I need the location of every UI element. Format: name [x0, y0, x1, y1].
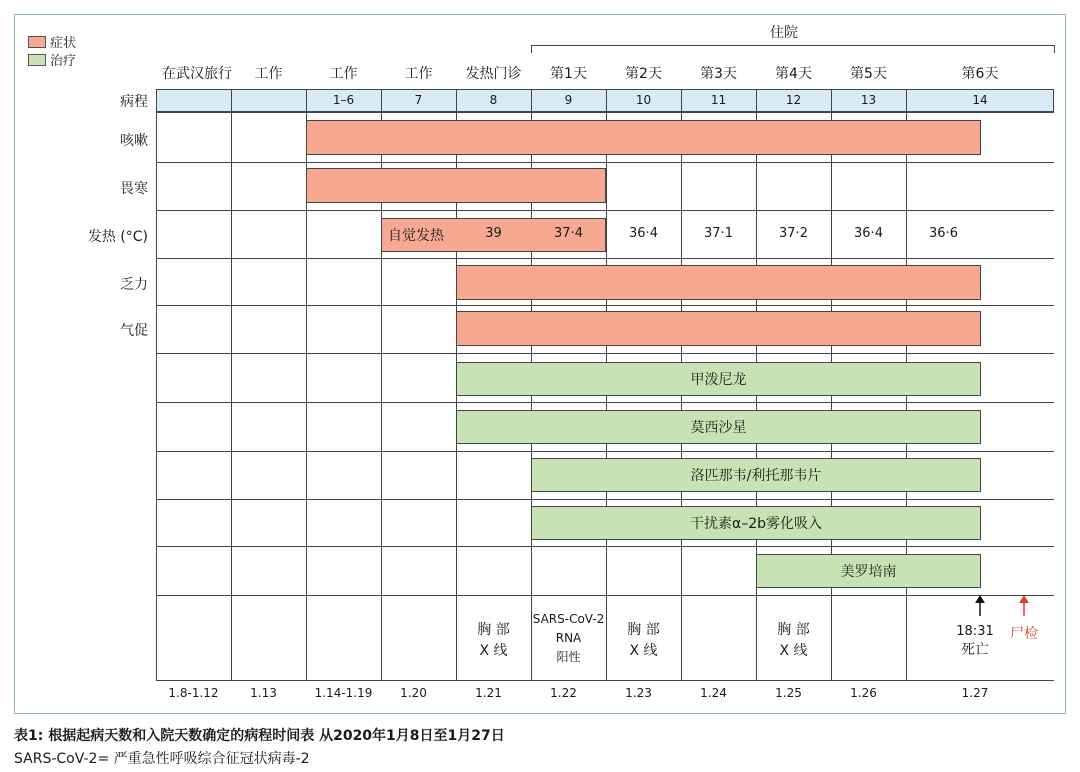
day-number-10: 14: [972, 93, 988, 107]
day-number-5: 9: [564, 93, 573, 107]
date-4: 1.21: [475, 686, 502, 700]
hospital-bracket: [531, 45, 1055, 46]
event-death-label: 死亡: [961, 642, 989, 658]
grid-vline-0: [156, 89, 157, 680]
col-header-6: 第2天: [625, 66, 662, 82]
grid-hline-0: [156, 112, 1054, 113]
legend-treatment: [28, 50, 76, 69]
day-number-7: 11: [710, 93, 727, 107]
grid-hline-9: [156, 546, 1054, 547]
grid-vline-1: [231, 89, 232, 680]
event-rna-line3: 阳性: [556, 650, 581, 664]
event-chest-xray-day12: [756, 620, 831, 662]
col-header-9: 第5天: [850, 66, 887, 82]
grid-hline-7: [156, 451, 1054, 452]
event-xray2-line1: 胸 部: [627, 622, 660, 638]
grid-hline-5: [156, 353, 1054, 354]
temp-day-11: 37·1: [704, 226, 733, 241]
hospital-bracket-right: [1054, 45, 1055, 53]
treatment-label-0: 甲泼尼龙: [690, 372, 747, 388]
grid-hline-8: [156, 499, 1054, 500]
col-header-0: 在武汉旅行: [162, 66, 232, 82]
event-death-time: 18:31: [956, 624, 994, 639]
row-label-cough: 咳嗽: [120, 133, 148, 149]
date-3: 1.20: [400, 686, 427, 700]
temp-day-14: 36·6: [929, 226, 958, 241]
event-xray3-line2: X 线: [779, 643, 808, 659]
row-label-fever: 发热 (°C): [87, 229, 148, 245]
event-rna-line2: RNA: [555, 631, 582, 645]
death-arrow-icon: [970, 594, 990, 618]
legend-treatment-label: 治疗: [50, 54, 77, 69]
event-autopsy: 尸检: [1010, 626, 1038, 642]
bar-chills: [306, 168, 606, 203]
day-number-8: 12: [785, 93, 802, 107]
bar-lopinavir-ritonavir: [531, 458, 981, 492]
treatment-label-2: 洛匹那韦/利托那韦片: [690, 468, 822, 484]
treatment-label-4: 美罗培南: [840, 564, 897, 580]
day-number-4: 8: [489, 93, 498, 107]
event-xray1-line1: 胸 部: [477, 622, 510, 638]
legend-symptom-swatch: [28, 36, 46, 48]
caption-note: SARS-CoV-2= 严重急性呼吸综合征冠状病毒-2: [14, 751, 310, 767]
date-8: 1.25: [775, 686, 802, 700]
grid-hline-11: [156, 680, 1054, 681]
row-label-dyspnea: 气促: [120, 323, 148, 339]
day-number-9: 13: [860, 93, 877, 107]
grid-hline-1: [156, 162, 1054, 163]
autopsy-arrow-icon: [1014, 594, 1034, 618]
event-rna-positive: [531, 610, 606, 667]
caption-title: 表1: 根据起病天数和入院天数确定的病程时间表 从2020年1月8日至1月27日: [14, 728, 505, 744]
temp-day-12: 37·2: [779, 226, 808, 241]
hospital-label: 住院: [770, 25, 798, 41]
hospital-bracket-left: [531, 45, 532, 53]
legend-symptom: [28, 32, 76, 51]
date-0: 1.8-1.12: [168, 686, 219, 700]
grid-hline-2: [156, 210, 1054, 211]
date-9: 1.26: [850, 686, 877, 700]
col-header-5: 第1天: [550, 66, 587, 82]
date-5: 1.22: [550, 686, 577, 700]
col-header-3: 工作: [404, 66, 433, 82]
col-header-4: 发热门诊: [465, 66, 522, 82]
col-header-1: 工作: [254, 66, 283, 82]
grid-hline-6: [156, 402, 1054, 403]
date-7: 1.24: [700, 686, 727, 700]
event-chest-xray-day8: [456, 620, 531, 662]
date-2: 1.14-1.19: [314, 686, 373, 700]
row-label-chills: 畏寒: [120, 181, 148, 197]
grid-hline-10: [156, 595, 1054, 596]
row-label-course: 病程: [120, 94, 148, 110]
temp-day-9: 37·4: [554, 226, 583, 241]
day-number-6: 10: [635, 93, 652, 107]
col-header-8: 第4天: [775, 66, 812, 82]
bar-methylprednisolone: [456, 362, 981, 396]
fever-self-reported: 自觉发热: [388, 228, 444, 244]
date-10: 1.27: [961, 686, 989, 700]
col-header-10: 第6天: [961, 66, 999, 82]
temp-day-10: 36·4: [629, 226, 658, 241]
event-chest-xray-day10: [606, 620, 681, 662]
treatment-label-1: 莫西沙星: [690, 420, 747, 436]
date-6: 1.23: [625, 686, 652, 700]
col-header-7: 第3天: [700, 66, 737, 82]
row-label-fatigue: 乏力: [120, 277, 148, 293]
day-number-3: 7: [414, 93, 423, 107]
bar-dyspnea: [456, 311, 981, 346]
col-header-2: 工作: [329, 66, 358, 82]
grid-hline-4: [156, 305, 1054, 306]
legend-treatment-swatch: [28, 54, 46, 66]
bar-cough: [306, 120, 981, 155]
event-xray1-line2: X 线: [479, 643, 508, 659]
bar-moxifloxacin: [456, 410, 981, 444]
bar-meropenem: [756, 554, 981, 588]
legend-symptom-label: 症状: [50, 36, 77, 51]
bar-interferon: [531, 506, 981, 540]
bar-fatigue: [456, 265, 981, 300]
temp-day-8: 39: [485, 226, 502, 241]
grid-hline-3: [156, 258, 1054, 259]
temp-day-13: 36·4: [854, 226, 883, 241]
event-xray3-line1: 胸 部: [777, 622, 810, 638]
day-number-2: 1–6: [332, 93, 355, 107]
treatment-label-3: 干扰素α–2b雾化吸入: [689, 516, 823, 532]
event-xray2-line2: X 线: [629, 643, 658, 659]
date-1: 1.13: [250, 686, 277, 700]
event-rna-line1: SARS-CoV-2: [532, 612, 605, 626]
